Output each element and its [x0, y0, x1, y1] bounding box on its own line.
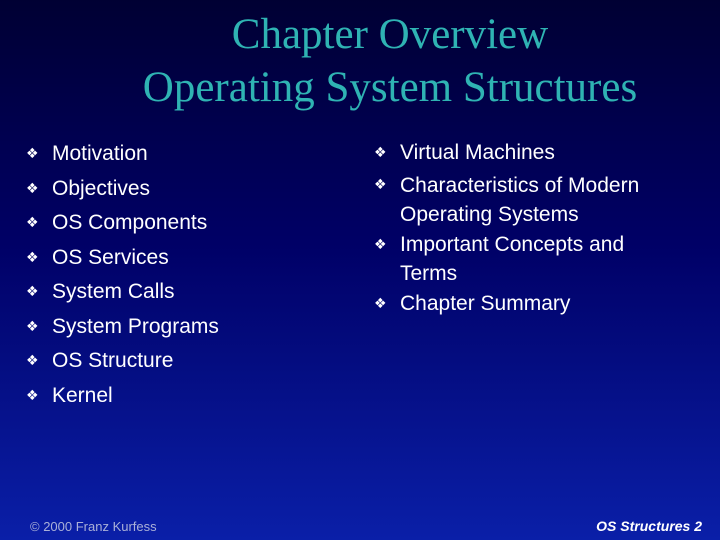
diamond-bullet-icon: ❖ — [26, 284, 39, 300]
list-item — [26, 275, 326, 310]
list-item — [374, 229, 694, 289]
slide-title — [60, 8, 720, 114]
list-item — [26, 310, 326, 345]
list-item-text: System Calls — [52, 280, 175, 303]
list-item-text: OS Components — [52, 211, 208, 234]
list-item — [374, 288, 694, 320]
list-item — [26, 172, 326, 207]
list-item — [26, 137, 326, 172]
list-item-text: Characteristics of Modern Operating Systems — [400, 173, 640, 226]
diamond-bullet-icon: ❖ — [374, 296, 387, 312]
list-item-text: Motivation — [52, 142, 148, 165]
slide-label-footer: OS Structures 2 — [596, 518, 702, 534]
list-item — [26, 379, 326, 414]
list-item-text: Objectives — [52, 176, 151, 200]
list-item — [26, 344, 326, 379]
diamond-bullet-icon: ❖ — [374, 177, 387, 193]
diamond-bullet-icon: ❖ — [26, 215, 39, 231]
diamond-bullet-icon: ❖ — [26, 180, 39, 197]
copyright-footer: © 2000 Franz Kurfess — [30, 519, 157, 534]
left-bullet-list — [26, 137, 326, 413]
right-bullet-list — [374, 137, 694, 320]
diamond-bullet-icon: ❖ — [26, 146, 39, 162]
title-line-2: Operating System Structures — [142, 64, 638, 111]
list-item-text: Important Concepts and Terms — [400, 233, 625, 285]
list-item — [26, 241, 326, 276]
diamond-bullet-icon: ❖ — [374, 236, 387, 253]
list-item — [26, 206, 326, 241]
list-item-text: System Programs — [52, 314, 219, 338]
diamond-bullet-icon: ❖ — [374, 145, 387, 161]
diamond-bullet-icon: ❖ — [26, 249, 39, 266]
list-item-text: Kernel — [52, 383, 113, 407]
list-item — [374, 137, 694, 169]
list-item-text: Virtual Machines — [400, 141, 555, 164]
diamond-bullet-icon: ❖ — [26, 353, 39, 369]
list-item-text: OS Structure — [52, 349, 174, 372]
list-item — [374, 169, 694, 229]
list-item-text: OS Services — [52, 245, 169, 269]
title-line-1: Chapter Overview — [231, 11, 549, 58]
diamond-bullet-icon: ❖ — [26, 387, 39, 404]
list-item-text: Chapter Summary — [400, 292, 571, 315]
diamond-bullet-icon: ❖ — [26, 318, 39, 335]
